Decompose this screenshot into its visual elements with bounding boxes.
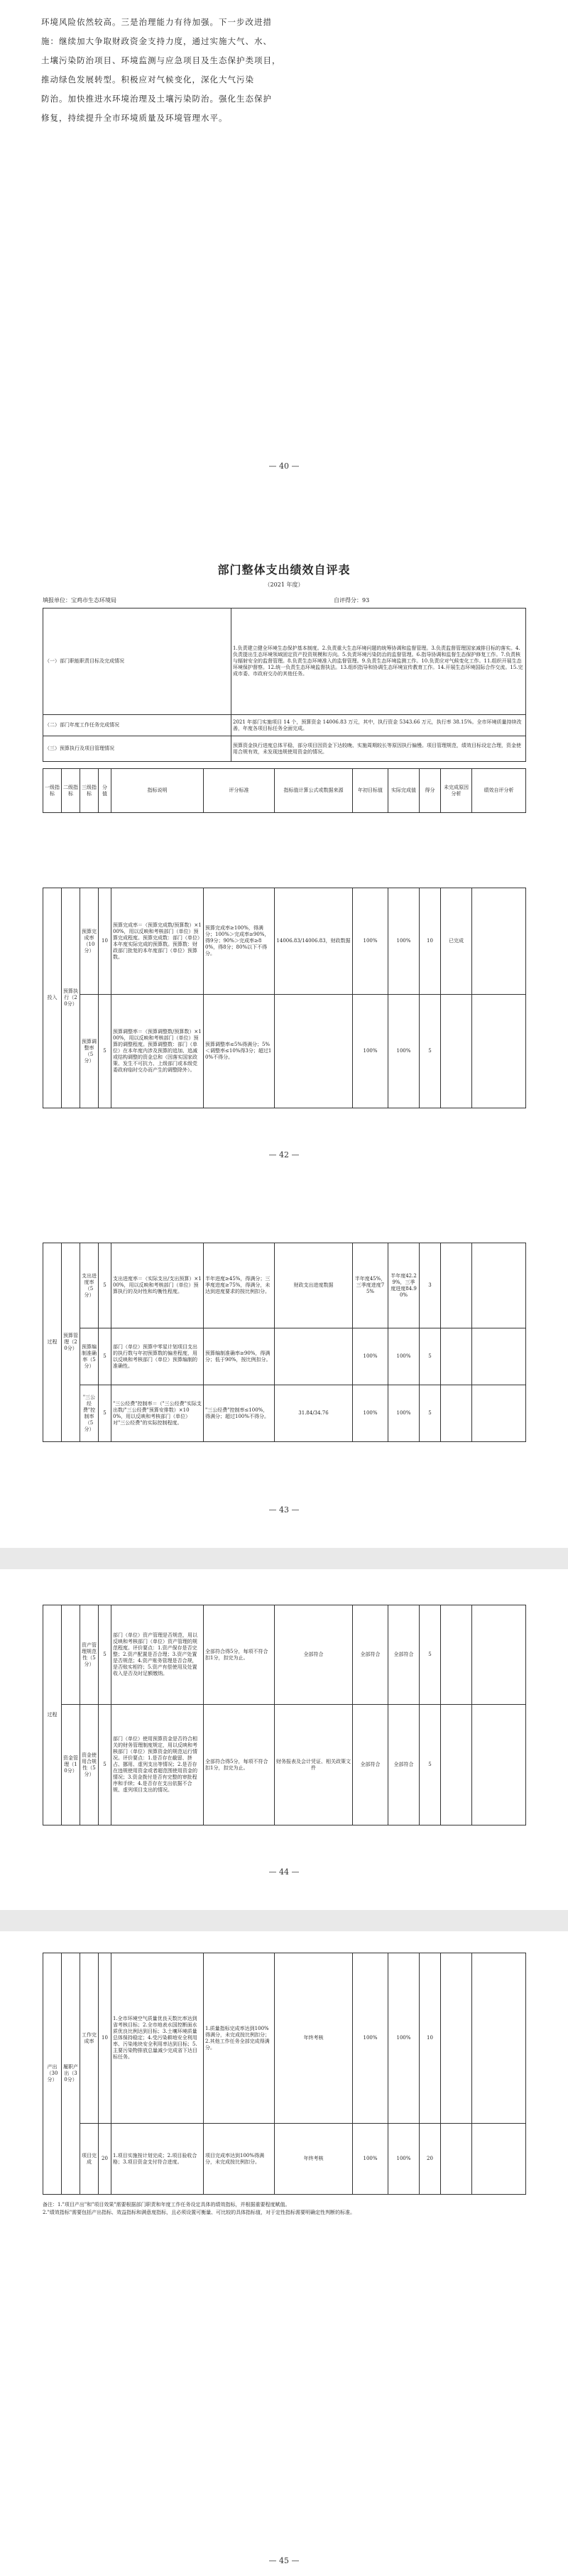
cell [62, 1605, 80, 1705]
cell: 100% [388, 888, 420, 995]
header-table [43, 768, 526, 813]
cell [472, 1385, 526, 1442]
cell [472, 995, 526, 1108]
col-header: 绩效自评分析 [472, 769, 526, 813]
col-header: 一级指标 [43, 769, 62, 813]
cell: 5 [420, 995, 441, 1108]
text-line: 防治。加快推进水环境治理及土壤污染防治。强化生态保护 [41, 94, 272, 104]
cell: 10 [420, 888, 441, 995]
cell: 已完成 [441, 888, 472, 995]
col-header: 未完成原因分析 [441, 769, 472, 813]
cell: 年终考核 [275, 2124, 353, 2195]
cell: 支出进度率＝（实际支出/支出预算）×100%，用以反映和考核部门（单位）预算执行的及时性和均衡性程度。 [111, 1243, 204, 1328]
cell [472, 2124, 526, 2195]
goal-label: （三）预算执行及项目管理情况 [43, 736, 231, 762]
cell [275, 995, 353, 1108]
cell: 5 [99, 1385, 111, 1442]
text-line: 施：继续加大争取财政资金支持力度，通过实施大气、水、 [41, 36, 272, 46]
page-subtitle: （2021 年度） [264, 582, 304, 588]
cell: 20 [420, 2124, 441, 2195]
cell: 5 [420, 1328, 441, 1385]
cell: 全部符合 [388, 1605, 420, 1705]
cell: "三公经费"控制率＝（"三公经费"实际支出数/"三公经费"预算安排数）×100%，用以反映和考核部门（单位）对"三公经费"的实际控制程度。 [111, 1385, 204, 1442]
col-header: 二级指标 [62, 769, 80, 813]
col-header: 分值 [99, 769, 111, 813]
cell: 5 [99, 1705, 111, 1825]
cell: 预算调整率≤5%得满分；5%＜调整率≤10%得3分；超过10%不得分。 [204, 995, 275, 1108]
cell: 100% [353, 1328, 388, 1385]
cell: 预算调整率（5分） [80, 995, 99, 1108]
cell: 预算完成率≥100%，得满分；100%＞完成率≥90%，得9分；90%＞完成率≥80%，得8分；80%以下不得分。 [204, 888, 275, 995]
cell: 全部符合 [353, 1605, 388, 1705]
cell: 5 [420, 1705, 441, 1825]
cell: 预算编制准确率（5分） [80, 1328, 99, 1385]
goal-label: （一）部门职能职责目标及完成情况 [43, 608, 231, 715]
text-line: 环境风险依然较高。三是治理能力有待加强。下一步改进措 [41, 17, 272, 27]
cell: "三公经费"控制率≤100%，得满分；超过100%不得分。 [204, 1385, 275, 1442]
col-header: 评分标准 [204, 769, 275, 813]
col-header: 得分 [420, 769, 441, 813]
cell: 5 [420, 1605, 441, 1705]
footnote-line: 2."绩效指标"需要包括产出指标、效益指标和满意度指标，且必须设置可衡量、可比较的具体指标值，对于定性指标需要明确定性判断的标准。 [43, 2210, 356, 2215]
page-number: — 40 — [268, 462, 300, 471]
cell: 100% [353, 995, 388, 1108]
table-row [43, 1605, 526, 1705]
unit-label: 填报单位：宝鸡市生态环境局 [43, 597, 116, 604]
goal-text: 1.负责建立健全环境生态保护基本制度。2.负责重大生态环境问题的统筹协调和监督管理。3.负责监督管理国家减排目标的落实。4.负责提出生态环境领域固定资产投资规模和方向。5.负责环境污染防治的监督管理。6.指导协调和监督生态保护修复工作。7.负责核与辐射安全的监督管理。8.负责生态环境准入的监督管理。9.负责生态环境监测工作。10.负责应对气候变化工作。11.组织开展生态环境保护督察。12.统一负责生态环境监督执法。13.组织指导和协调生态环境宣传教育工作。14.开展生态环境国际合作交流。15.完成市委、市政府交办的其他任务。 [231, 608, 526, 715]
cell: 项目完成率达到100%得满分，未完成按比例扣分。 [204, 2124, 275, 2195]
cell [441, 995, 472, 1108]
cell: 预算编制准确率≥90%，得满分；低于90%，按比例扣分。 [204, 1328, 275, 1385]
cell: 预算调整率＝（预算调整数/预算数）×100%，用以反映和考核部门（单位）预算的调整程度。预算调整数：部门（单位）在本年度内涉及预算的追加、追减或结构调整的资金总和（因落实国家政策、发生不可抗力、上级部门或本级党委政府临时交办而产生的调整除外）。 [111, 995, 204, 1108]
page-number: — 42 — [268, 1150, 300, 1159]
cell: 100% [388, 1953, 420, 2124]
page-44-sheet [0, 1569, 568, 1910]
cell: 全部符合得5分，每项不符合扣1分，扣完为止。 [204, 1605, 275, 1705]
cell: 预算完成率＝（预算完成数/预算数）×100%，用以反映和考核部门（单位）预算完成程度。预算完成数：部门（单位）本年度实际完成的预算数。预算数：财政部门批复的本年度部门（单位）预算数。 [111, 888, 204, 995]
cell: 半年度45%，三季度进度75% [353, 1243, 388, 1328]
cell [472, 1243, 526, 1328]
page-number: — 45 — [268, 2556, 300, 2565]
cell [275, 1328, 353, 1385]
page-number: — 44 — [268, 1867, 300, 1877]
cell: 项目完成 [80, 2124, 99, 2195]
metrics-table [43, 1953, 526, 2195]
cell: 过程 [43, 1243, 62, 1442]
page-42-sheet [0, 852, 568, 1193]
cell: 资金管理（10分） [62, 1705, 80, 1825]
cell: 10 [99, 888, 111, 995]
cell [472, 1605, 526, 1705]
cell: 财务报表及会计凭证、相关政策文件 [275, 1705, 353, 1825]
page-45-sheet [0, 1931, 568, 2576]
goal-text: 预算资金执行进度总体平稳，部分项目因资金下达较晚、实施周期较长等原因执行偏慢。项目管理规范，绩效目标设定合理，资金使用合规有效，未发现违规使用资金的情况。 [231, 736, 526, 762]
cell: 10 [420, 1953, 441, 2124]
cell: 预算执行（20分） [62, 888, 80, 1108]
table-row [43, 1328, 526, 1385]
cell [472, 888, 526, 995]
cell: 10 [99, 1953, 111, 2124]
footnote-line: 备注：1."项目产出"和"项目效果"需要根据部门职责和年度工作任务设定具体的绩效指标，并根据重要程度赋值。 [43, 2202, 290, 2207]
cell [441, 1328, 472, 1385]
goal-label: （二）部门年度工作任务完成情况 [43, 715, 231, 736]
footnote [43, 2201, 525, 2217]
metrics-table [43, 1605, 526, 1825]
cell: 投入 [43, 888, 62, 1108]
cell [441, 1243, 472, 1328]
cell [441, 2124, 472, 2195]
col-header: 三级指标 [80, 769, 99, 813]
table-row [43, 1953, 526, 2124]
cell: 5 [99, 1243, 111, 1328]
table-row [43, 1705, 526, 1825]
text-line: 修复，持续提升全市环境质量及环境管理水平。 [41, 113, 228, 123]
cell: 1.全市环境空气质量优良天数比率达到省考核目标；2.全市地表水国控断面水质优良比例达到目标；3.土壤环境质量总体保持稳定；4.受污染耕地安全利用率、污染地块安全利用率达到目标；5.主要污染物排放总量减少完成省下达目标任务。 [111, 1953, 204, 2124]
cell: 5 [99, 995, 111, 1108]
text-line: 土壤污染防治项目、环境监测与应急项目及生态保护类项目， [41, 55, 281, 65]
cell: 100% [353, 2124, 388, 2195]
cell [472, 1953, 526, 2124]
table-row [43, 995, 526, 1108]
table-row [43, 1243, 526, 1328]
cell: 预算完成率（10分） [80, 888, 99, 995]
cell: 100% [388, 2124, 420, 2195]
cell: 1.质量指标完成率达到100%得满分，未完成按比例扣分；2.其他工作任务全部完成得满分。 [204, 1953, 275, 2124]
cell: 资产管理规范性（5分） [80, 1605, 99, 1705]
cell: 半年度42.29%，三季度进度84.90% [388, 1243, 420, 1328]
metrics-table [43, 888, 526, 1108]
goal-text: 2021 年部门实施项目 14 个，预算资金 14006.83 万元，其中，执行资金 5343.66 万元，执行率 38.15%。全市环境质量持续改善，年度各项目标任务全面完成。 [231, 715, 526, 736]
table-row [43, 2124, 526, 2195]
goals-table [43, 608, 526, 762]
cell: 3 [420, 1243, 441, 1328]
metrics-table [43, 1243, 526, 1442]
cell: 部门（单位）使用预算资金是否符合相关的财务管理制度规定，用以反映和考核部门（单位）预算资金的规范运行情况。评价要点：1.是否存在截留、挤占、挪用、虚列支出等情况；2.是否存在违规使用资金或者超范围使用资金的情况；3.资金拨付是否有完整的审批程序和手续；4.是否存在支出依据不合规、虚列项目支出的情况。 [111, 1705, 204, 1825]
cell: "三公经费"控制率（5分） [80, 1385, 99, 1442]
cell: 100% [353, 888, 388, 995]
cell [472, 1328, 526, 1385]
cell: 100% [353, 1385, 388, 1442]
cell: 财政支出进度数据 [275, 1243, 353, 1328]
cell [441, 1705, 472, 1825]
page-number: — 43 — [268, 1505, 300, 1515]
cell: 全部符合 [275, 1605, 353, 1705]
cell: 部门（单位）资产管理是否规范，用以反映和考核部门（单位）资产管理的规范程度。评价要点：1.资产保存是否完整；2.资产配置是否合理；3.资产处置是否规范；4.资产账务管理是否合规，是否账实相符；5.资产有偿使用及处置收入是否及时足额缴纳。 [111, 1605, 204, 1705]
cell: 14006.83/14006.83，财政数据 [275, 888, 353, 995]
text-line: 推动绿色发展转型。积极应对气候变化，深化大气污染 [41, 75, 254, 84]
cell: 全部符合 [353, 1705, 388, 1825]
col-header: 指标值计算公式或数据来源 [275, 769, 353, 813]
col-header: 指标说明 [111, 769, 204, 813]
cell: 20 [99, 2124, 111, 2195]
cell: 100% [388, 1385, 420, 1442]
cell: 全部符合得5分，每项不符合扣1分，扣完为止。 [204, 1705, 275, 1825]
cell: 资金使用合规性（5分） [80, 1705, 99, 1825]
cell: 半年进度≥45%，得满分；三季度进度≥75%，得满分，未达到进度要求的按比例扣分。 [204, 1243, 275, 1328]
cell: 100% [353, 1953, 388, 2124]
page-title: 部门整体支出绩效自评表 [217, 563, 351, 577]
cell: 31.84/34.76 [275, 1385, 353, 1442]
cell [441, 1605, 472, 1705]
cell: 部门（单位）预算中零星计划项目支出的执行数与年初预算数的偏差程度，用以反映和考核部门（单位）预算编制的准确性。 [111, 1328, 204, 1385]
cell [472, 1705, 526, 1825]
cell: 1.项目实施按计划完成；2.项目验收合格；3.项目资金支付符合进度。 [111, 2124, 204, 2195]
cell: 5 [420, 1385, 441, 1442]
score-label: 自评得分：93 [334, 597, 370, 604]
cell: 预算管理（20分） [62, 1243, 80, 1442]
cell [441, 1953, 472, 2124]
col-header: 实际完成值 [388, 769, 420, 813]
cell: 产出（30分） [43, 1953, 62, 2195]
cell: 5 [99, 1328, 111, 1385]
table-row [43, 1385, 526, 1442]
table-row [43, 888, 526, 995]
cell: 5 [99, 1605, 111, 1705]
page-40 [0, 0, 568, 540]
cell: 100% [388, 1328, 420, 1385]
cell: 支出进度率（5分） [80, 1243, 99, 1328]
cell: 过程 [43, 1605, 62, 1825]
cell: 全部符合 [388, 1705, 420, 1825]
cell [441, 1385, 472, 1442]
cell: 100% [388, 995, 420, 1108]
col-header: 年初目标值 [353, 769, 388, 813]
cell: 工作完成率 [80, 1953, 99, 2124]
page-43-sheet [0, 1207, 568, 1548]
cell: 履职产出（30分） [62, 1953, 80, 2195]
cell: 年终考核 [275, 1953, 353, 2124]
body-text [41, 13, 531, 128]
